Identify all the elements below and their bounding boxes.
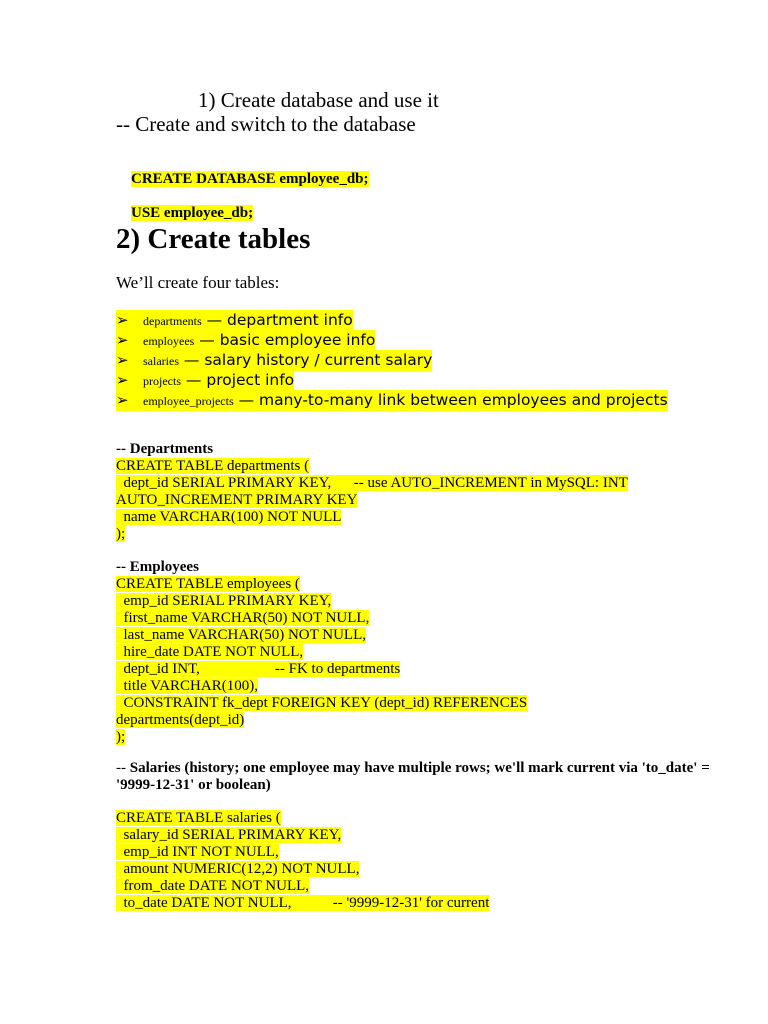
table-list xyxy=(116,310,736,410)
code-line: CREATE TABLE salaries ( xyxy=(116,810,281,826)
table-desc: many-to-many link between employees and projects xyxy=(259,391,668,409)
section1-subtitle: -- Create and switch to the database xyxy=(116,112,416,136)
table-desc: basic employee info xyxy=(219,331,376,349)
code-line: CREATE TABLE employees ( xyxy=(116,576,300,592)
arrow-bullet-icon: ➢ xyxy=(116,331,129,349)
table-desc: project info xyxy=(206,371,295,389)
arrow-bullet-icon: ➢ xyxy=(116,391,129,409)
code-line: dept_id INT, -- FK to departments xyxy=(116,661,401,677)
code-line: from_date DATE NOT NULL, xyxy=(116,878,310,894)
list-item xyxy=(116,310,736,330)
code-line: emp_id INT NOT NULL, xyxy=(116,844,279,860)
code-line: CONSTRAINT fk_dept FOREIGN KEY (dept_id) REFERENCES xyxy=(116,695,528,711)
arrow-bullet-icon: ➢ xyxy=(116,371,129,389)
code-line: emp_id SERIAL PRIMARY KEY, xyxy=(116,593,332,609)
departments-comment: -- Departments xyxy=(116,441,214,457)
code-line: hire_date DATE NOT NULL, xyxy=(116,644,304,660)
code-line: AUTO_INCREMENT PRIMARY KEY xyxy=(116,492,358,508)
table-name: departments xyxy=(143,314,202,328)
salaries-code xyxy=(116,810,736,912)
arrow-bullet-icon: ➢ xyxy=(116,351,129,369)
code-line: salary_id SERIAL PRIMARY KEY, xyxy=(116,827,342,843)
code-line: title VARCHAR(100), xyxy=(116,678,258,694)
code-line: departments(dept_id) xyxy=(116,712,245,728)
comment-text: Salaries (history; one employee may have multiple rows; we'll mark current via 'to_date' = '9999-12-31' or boolean) xyxy=(116,760,714,793)
dash: — xyxy=(181,371,207,389)
code-line: dept_id SERIAL PRIMARY KEY, -- use AUTO_INCREMENT in MySQL: INT xyxy=(116,475,628,491)
employees-code xyxy=(116,576,736,746)
code-line: last_name VARCHAR(50) NOT NULL, xyxy=(116,627,366,643)
dash: — xyxy=(194,331,220,349)
code-line: name VARCHAR(100) NOT NULL xyxy=(116,509,342,525)
salaries-comment xyxy=(116,760,736,794)
list-item xyxy=(116,350,736,370)
list-item xyxy=(116,330,736,350)
section1-title xyxy=(116,88,736,113)
comment-prefix: -- xyxy=(116,760,130,776)
section2-intro: We’ll create four tables: xyxy=(116,273,280,292)
arrow-bullet-icon: ➢ xyxy=(116,311,129,329)
list-item xyxy=(116,390,736,410)
code-line: to_date DATE NOT NULL, -- '9999-12-31' for current xyxy=(116,895,490,911)
code-line: ); xyxy=(116,526,126,542)
table-desc: department info xyxy=(227,311,353,329)
table-name: employees xyxy=(143,334,195,348)
list-item xyxy=(116,370,736,390)
section2-heading: 2) Create tables xyxy=(116,223,311,255)
code-line: ); xyxy=(116,729,126,745)
code-line: CREATE TABLE departments ( xyxy=(116,458,310,474)
code-line: USE employee_db; xyxy=(131,205,254,221)
departments-code xyxy=(116,458,736,543)
code-line: CREATE DATABASE employee_db; xyxy=(131,171,369,187)
dash: — xyxy=(233,391,259,409)
section1-title-text: 1) Create database and use it xyxy=(198,88,439,112)
table-desc: salary history / current salary xyxy=(204,351,433,369)
dash: — xyxy=(178,351,205,369)
table-name: employee_projects xyxy=(143,394,234,408)
code-line: first_name VARCHAR(50) NOT NULL, xyxy=(116,610,370,626)
dash: — xyxy=(201,311,228,329)
table-name: projects xyxy=(143,374,181,388)
table-name: salaries xyxy=(143,354,179,368)
employees-comment: -- Employees xyxy=(116,559,199,575)
code-line: amount NUMERIC(12,2) NOT NULL, xyxy=(116,861,360,877)
